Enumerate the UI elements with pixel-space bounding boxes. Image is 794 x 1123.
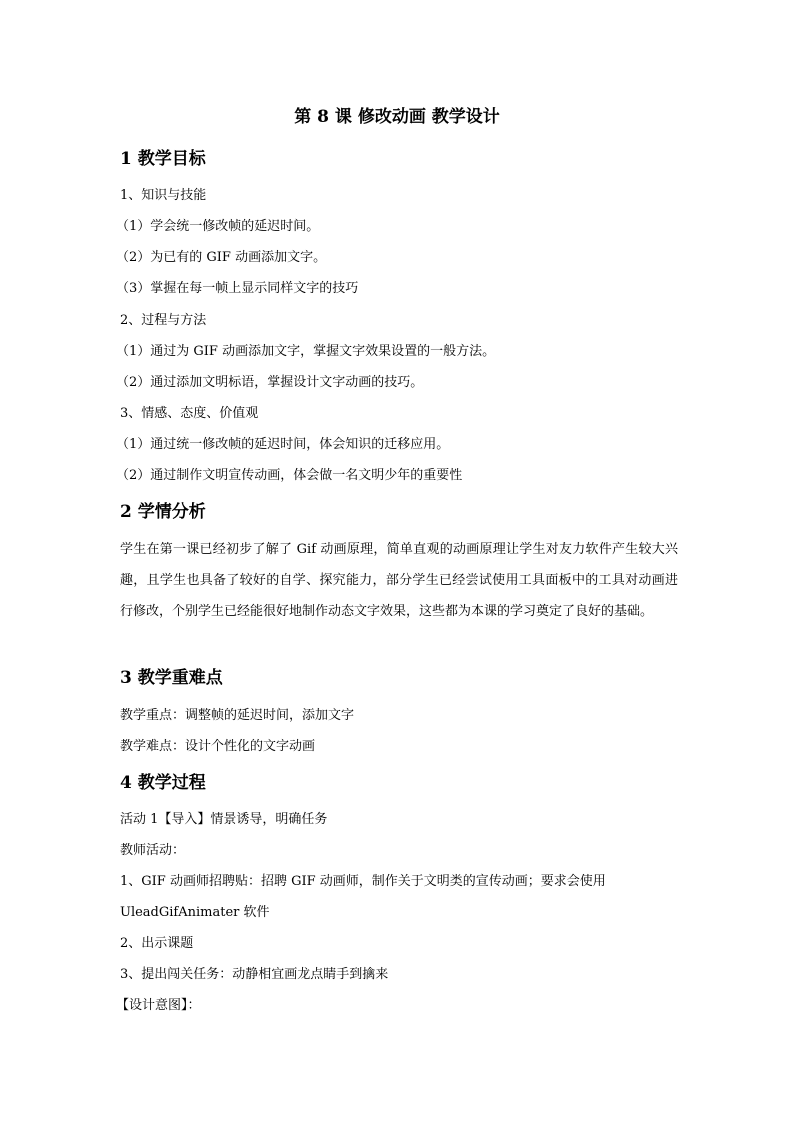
list-item-continuation: UleadGifAnimater 软件 (120, 905, 270, 920)
list-item: 2、出示课题 (120, 936, 194, 951)
design-intent-label: 【设计意图】： (116, 998, 201, 1013)
activity-title: 活动 1【导入】情景诱导，明确任务 (120, 812, 328, 827)
list-item: （1）通过为 GIF 动画添加文字，掌握文字效果设置的一般方法。 (116, 344, 496, 359)
section-heading-process: 4 教学过程 (120, 773, 206, 793)
document-title: 第 8 课 修改动画 教学设计 (294, 107, 500, 127)
list-item: （2）通过添加文明标语，掌握设计文字动画的技巧。 (116, 375, 424, 390)
subheading-process-method: 2、过程与方法 (120, 313, 207, 328)
list-item: （1）学会统一修改帧的延迟时间。 (116, 219, 320, 234)
section-heading-objectives: 1 教学目标 (120, 149, 206, 169)
subheading-knowledge-skills: 1、知识与技能 (120, 188, 207, 203)
list-item: （3）掌握在每一帧上显示同样文字的技巧 (116, 281, 359, 296)
teaching-difficulty: 教学难点：设计个性化的文字动画 (120, 739, 316, 754)
subheading-emotion-values: 3、情感、态度、价值观 (120, 406, 259, 421)
section-heading-analysis: 2 学情分析 (120, 502, 206, 522)
teacher-activity-label: 教师活动： (120, 843, 186, 858)
list-item: （1）通过统一修改帧的延迟时间，体会知识的迁移应用。 (116, 437, 450, 452)
list-item: 1、GIF 动画师招聘贴：招聘 GIF 动画师，制作关于文明类的宣传动画；要求会使用 (120, 874, 606, 889)
list-item: （2）为已有的 GIF 动画添加文字。 (116, 250, 327, 265)
analysis-paragraph: 学生在第一课已经初步了解了 Gif 动画原理，简单直观的动画原理让学生对友力软件产生较大兴趣，且学生也具备了较好的自学、探究能力，部分学生已经尝试使用工具面板中的工具对动画进行修改，个别学生已经能很好地制作动态文字效果，这些都为本课的学习奠定了良好的基础。 (120, 542, 678, 619)
section-heading-key-points: 3 教学重难点 (120, 668, 223, 688)
teaching-focus: 教学重点：调整帧的延迟时间，添加文字 (120, 708, 355, 723)
list-item: （2）通过制作文明宣传动画，体会做一名文明少年的重要性 (116, 468, 463, 483)
list-item: 3、提出闯关任务：动静相宜画龙点睛手到擒来 (120, 967, 389, 982)
